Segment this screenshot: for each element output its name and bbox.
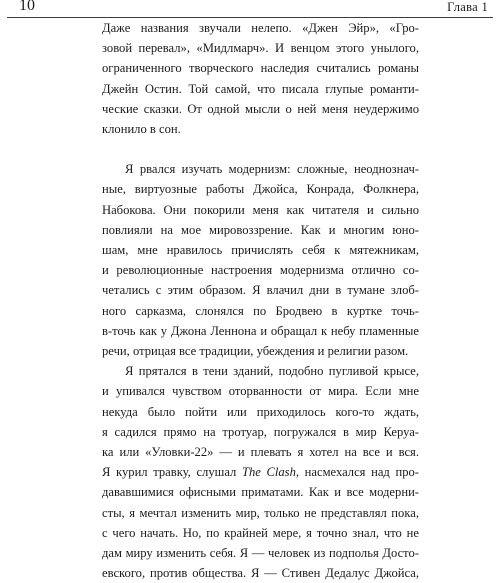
text-line: в-точь как у Джона Леннона и обращал к небу пламенные <box>102 323 419 338</box>
text-line: дававшимися офисными приматами. Как и все модерни- <box>102 485 419 500</box>
text-line: шам, мне нравилось причислять себя к мятежникам, <box>102 243 419 258</box>
text-line: и революционные настроения модернизма отлично со- <box>102 263 419 278</box>
text-line: Джейн Остин. Той самой, что писала глупые романти- <box>102 81 419 96</box>
text-line: я садился прямо на тротуар, погружался в мир Керуа- <box>102 424 419 439</box>
text-line: клонило в сон. <box>102 122 181 137</box>
text-line: зовой перевал», «Мидлмарч». И венцом этого унылого, <box>102 41 419 56</box>
text-line: дам миру изменить себя. Я — человек из подполья Досто- <box>102 546 419 561</box>
text-line: некуда было пойти или приходилось кого-то ждать, <box>102 404 419 419</box>
text-line: Я курил травку, слушал The Clash, насмехался над про- <box>102 465 419 480</box>
text-line: ограниченного творческого наследия считались романы <box>102 61 419 76</box>
text-line: четались с этим образом. Я влачил дни в тумане злоб- <box>102 283 419 298</box>
text-line: и упивался чувством оторванности от мира. Если мне <box>102 384 419 399</box>
text-line: Я прятался в тени зданий, подобно пугливой крысе, <box>125 364 419 379</box>
text-line: Даже названия звучали нелепо. «Джен Эйр», «Гро- <box>102 21 419 35</box>
text-line: ка или «Уловки-22» — и плевать я хотел на все и вся. <box>102 445 419 460</box>
paragraph-1 <box>102 18 419 139</box>
page-number: 10 <box>19 0 35 14</box>
band-title: The Clash <box>241 465 296 480</box>
text-line: евского, против общества. Я — Стивен Дедалус Джойса, <box>102 566 419 581</box>
page-body <box>102 18 419 583</box>
text-line: ные, виртуозные работы Джойса, Конрада, Фолкнера, <box>102 182 419 197</box>
paragraph-2 <box>102 159 419 361</box>
text-line: ного сарказма, слонялся по Бродвею в куртке точь- <box>102 303 419 318</box>
text-line: ческие сказки. От одной мысли о ней меня неудержимо <box>102 101 419 116</box>
running-header <box>7 0 493 18</box>
text-line: повлияли на мое мировоззрение. Как и многим юно- <box>102 222 419 237</box>
chapter-title: Глава 1 <box>447 0 488 14</box>
text-line: сты, я мечтал изменить мир, только не представлял пока, <box>102 505 419 520</box>
text-line: Набокова. Они покорили меня как читателя и сильно <box>102 202 419 217</box>
text-line: Я рвался изучать модернизм: сложные, неоднознач- <box>125 162 419 177</box>
text-line: с чего начать. Но, по крайней мере, я точно знал, что не <box>102 525 419 540</box>
text-line: речи, отрицая все традиции, убеждения и религии разом. <box>102 344 409 359</box>
paragraph-3 <box>102 361 419 583</box>
